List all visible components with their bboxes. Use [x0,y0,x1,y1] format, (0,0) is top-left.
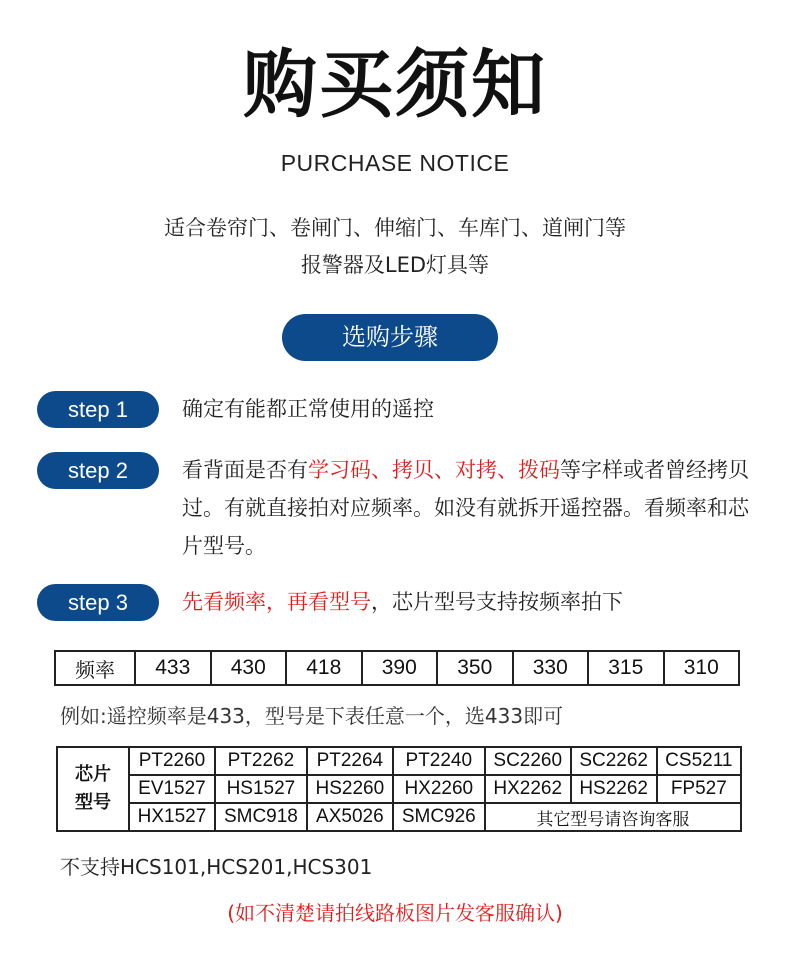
chip-cell: CS5211 [657,747,741,775]
step-2-text-before: 看背面是否有 [182,458,308,482]
step-3-text-after: ，芯片型号支持按频率拍下 [371,590,623,614]
step-2-badge: step 2 [37,452,159,489]
unsupported-models-text: 不支持HCS101,HCS201,HCS301 [60,855,373,879]
chip-cell: PT2240 [393,747,485,775]
chip-cell: HX2262 [485,775,571,803]
chip-cell: FP527 [657,775,741,803]
confirm-note: (如不清楚请拍线路板图片发客服确认) [227,901,563,925]
step-1-text [182,390,752,428]
step-2-text [182,451,752,565]
section-title-badge: 选购步骤 [282,314,498,361]
table-row [57,747,741,775]
chip-cell: AX5026 [307,803,393,831]
step-1-description: 确定有能都正常使用的遥控 [182,397,434,421]
step-2-text-after: 等字样或者曾经拷贝过。有就直接拍对应频率。如没有就拆开遥控器。看频率和芯片型号。 [182,458,749,558]
frequency-table [54,650,740,686]
page-title: 购买须知 [243,42,547,128]
frequency-cell: 390 [362,651,438,685]
frequency-cell: 310 [664,651,740,685]
step-2-highlight: 学习码、拷贝、对拷、拨码 [308,458,560,482]
chip-cell: SC2260 [485,747,571,775]
table-row [57,775,741,803]
frequency-cell: 330 [513,651,589,685]
chip-header-line-2: 型号 [75,792,111,813]
chip-cell: HX2260 [393,775,485,803]
frequency-cell: 350 [437,651,513,685]
step-3-text [182,583,752,621]
scope-line-2: 报警器及LED灯具等 [300,253,490,277]
chip-cell: PT2264 [307,747,393,775]
frequency-cell: 433 [135,651,211,685]
chip-cell: SC2262 [571,747,657,775]
table-row [55,651,739,685]
frequency-cell: 430 [211,651,287,685]
step-3-highlight: 先看频率，再看型号 [182,590,371,614]
step-1-badge: step 1 [37,391,159,428]
example-text: 例如:遥控频率是433，型号是下表任意一个，选433即可 [60,704,564,728]
chip-cell: HX1527 [129,803,215,831]
chip-cell: HS2260 [307,775,393,803]
chip-cell: HS1527 [215,775,307,803]
chip-cell: SMC926 [393,803,485,831]
frequency-cell: 315 [588,651,664,685]
table-row [57,803,741,831]
other-models-cell: 其它型号请咨询客服 [485,803,741,831]
scope-line-1: 适合卷帘门、卷闸门、伸缩门、车库门、道闸门等 [164,216,626,240]
chip-cell: HS2262 [571,775,657,803]
chip-header-cell [57,747,129,831]
step-3-badge: step 3 [37,584,159,621]
chip-cell: SMC918 [215,803,307,831]
chip-cell: PT2262 [215,747,307,775]
chip-cell: EV1527 [129,775,215,803]
frequency-cell: 418 [286,651,362,685]
frequency-header-cell: 频率 [55,651,135,685]
chip-model-table [56,746,742,832]
chip-header-line-1: 芯片 [75,764,111,785]
page-subtitle: PURCHASE NOTICE [280,150,510,176]
chip-cell: PT2260 [129,747,215,775]
